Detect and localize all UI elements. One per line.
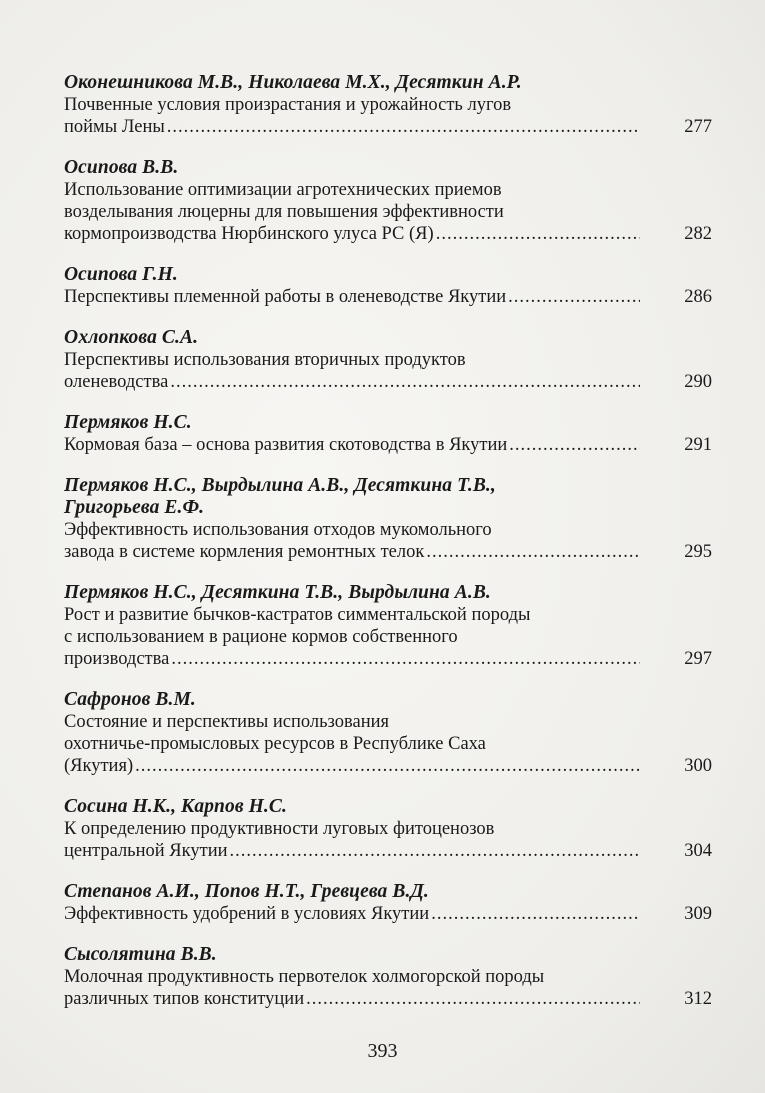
dot-leader — [509, 434, 640, 456]
entry-title-text: завода в системе кормления ремонтных телок — [64, 542, 425, 562]
entry-authors: Пермяков Н.С. — [64, 412, 192, 433]
entry-title-last-line — [64, 755, 712, 777]
entry-title-line: Эффективность использования отходов мукомольного — [64, 520, 492, 540]
dot-leader — [230, 840, 641, 862]
dot-leader — [170, 371, 640, 393]
dot-leader — [426, 541, 640, 563]
toc-entry — [64, 327, 712, 393]
entry-page-number: 297 — [684, 649, 712, 669]
entry-title-last-line — [64, 371, 712, 393]
toc-entry — [64, 157, 712, 245]
entry-title-last-line — [64, 286, 712, 308]
toc-entry — [64, 264, 712, 308]
entry-title-text: Кормовая база – основа развития скотоводства в Якутии — [64, 435, 508, 455]
entry-title-line: К определению продуктивности луговых фитоценозов — [64, 819, 495, 839]
entry-title-text: (Якутия) — [64, 756, 134, 776]
toc-entry — [64, 796, 712, 862]
entry-title-last-line — [64, 840, 712, 862]
entry-authors: Сысолятина В.В. — [64, 944, 217, 965]
entry-authors: Осипова Г.Н. — [64, 264, 178, 285]
toc-entry — [64, 944, 712, 1010]
entry-authors: Охлопкова С.А. — [64, 327, 199, 348]
dot-leader — [135, 755, 640, 777]
entry-title-text: оленеводства — [64, 372, 169, 392]
dot-leader — [508, 286, 640, 308]
entry-authors: Пермяков Н.С., Вырдылина А.В., Десяткина Т.В., — [64, 475, 496, 496]
entry-title-line: Перспективы использования вторичных продуктов — [64, 350, 466, 370]
entry-page-number: 295 — [684, 542, 712, 562]
entry-title-line: Рост и развитие бычков-кастратов симментальской породы — [64, 605, 531, 625]
toc-entry — [64, 689, 712, 777]
entry-title-last-line — [64, 648, 712, 670]
dot-leader — [306, 988, 640, 1010]
entry-authors: Сафронов В.М. — [64, 689, 196, 710]
entry-page-number: 282 — [684, 224, 712, 244]
entry-title-last-line — [64, 434, 712, 456]
entry-page-number: 277 — [684, 117, 712, 137]
entry-title-line: Молочная продуктивность первотелок холмогорской породы — [64, 967, 545, 987]
entry-page-number: 309 — [684, 904, 712, 924]
entry-page-number: 286 — [684, 287, 712, 307]
entry-title-line: Использование оптимизации агротехнических приемов — [64, 180, 502, 200]
dot-leader — [171, 648, 640, 670]
toc-entry — [64, 72, 712, 138]
entry-title-text: Перспективы племенной работы в оленеводстве Якутии — [64, 287, 507, 307]
entry-title-line: возделывания люцерны для повышения эффективности — [64, 202, 504, 222]
entry-title-line: Состояние и перспективы использования — [64, 712, 390, 732]
entry-title-line: охотничье-промысловых ресурсов в Республике Саха — [64, 734, 486, 754]
entry-page-number: 291 — [684, 435, 712, 455]
entry-title-text: Эффективность удобрений в условиях Якутии — [64, 904, 430, 924]
entry-page-number: 312 — [684, 989, 712, 1009]
entry-authors: Степанов А.И., Попов Н.Т., Гревцева В.Д. — [64, 881, 429, 902]
entry-authors: Оконешникова М.В., Николаева М.Х., Десяткин А.Р. — [64, 72, 522, 93]
entry-title-text: центральной Якутии — [64, 841, 228, 861]
entry-title-last-line — [64, 903, 712, 925]
entry-page-number: 304 — [684, 841, 712, 861]
toc-entry — [64, 412, 712, 456]
entry-title-last-line — [64, 541, 712, 563]
dot-leader — [431, 903, 640, 925]
page-number: 393 — [367, 1040, 398, 1062]
entry-page-number: 300 — [684, 756, 712, 776]
entry-authors: Пермяков Н.С., Десяткина Т.В., Вырдылина А.В. — [64, 582, 491, 603]
toc-entry — [64, 582, 712, 670]
table-of-contents — [64, 72, 712, 1029]
entry-title-text: поймы Лены — [64, 117, 165, 137]
entry-title-last-line — [64, 988, 712, 1010]
entry-title-last-line — [64, 116, 712, 138]
entry-authors: Григорьева Е.Ф. — [64, 497, 205, 518]
entry-page-number: 290 — [684, 372, 712, 392]
dot-leader — [167, 116, 640, 138]
entry-title-line: Почвенные условия произрастания и урожайность лугов — [64, 95, 512, 115]
entry-authors: Сосина Н.К., Карпов Н.С. — [64, 796, 287, 817]
dot-leader — [436, 223, 640, 245]
entry-title-line: с использованием в рационе кормов собственного — [64, 627, 458, 647]
entry-title-text: кормопроизводства Нюрбинского улуса РС (Я) — [64, 224, 434, 244]
entry-title-text: различных типов конституции — [64, 989, 305, 1009]
toc-entry — [64, 475, 712, 563]
entry-title-text: производства — [64, 649, 170, 669]
entry-authors: Осипова В.В. — [64, 157, 179, 178]
entry-title-last-line — [64, 223, 712, 245]
toc-entry — [64, 881, 712, 925]
